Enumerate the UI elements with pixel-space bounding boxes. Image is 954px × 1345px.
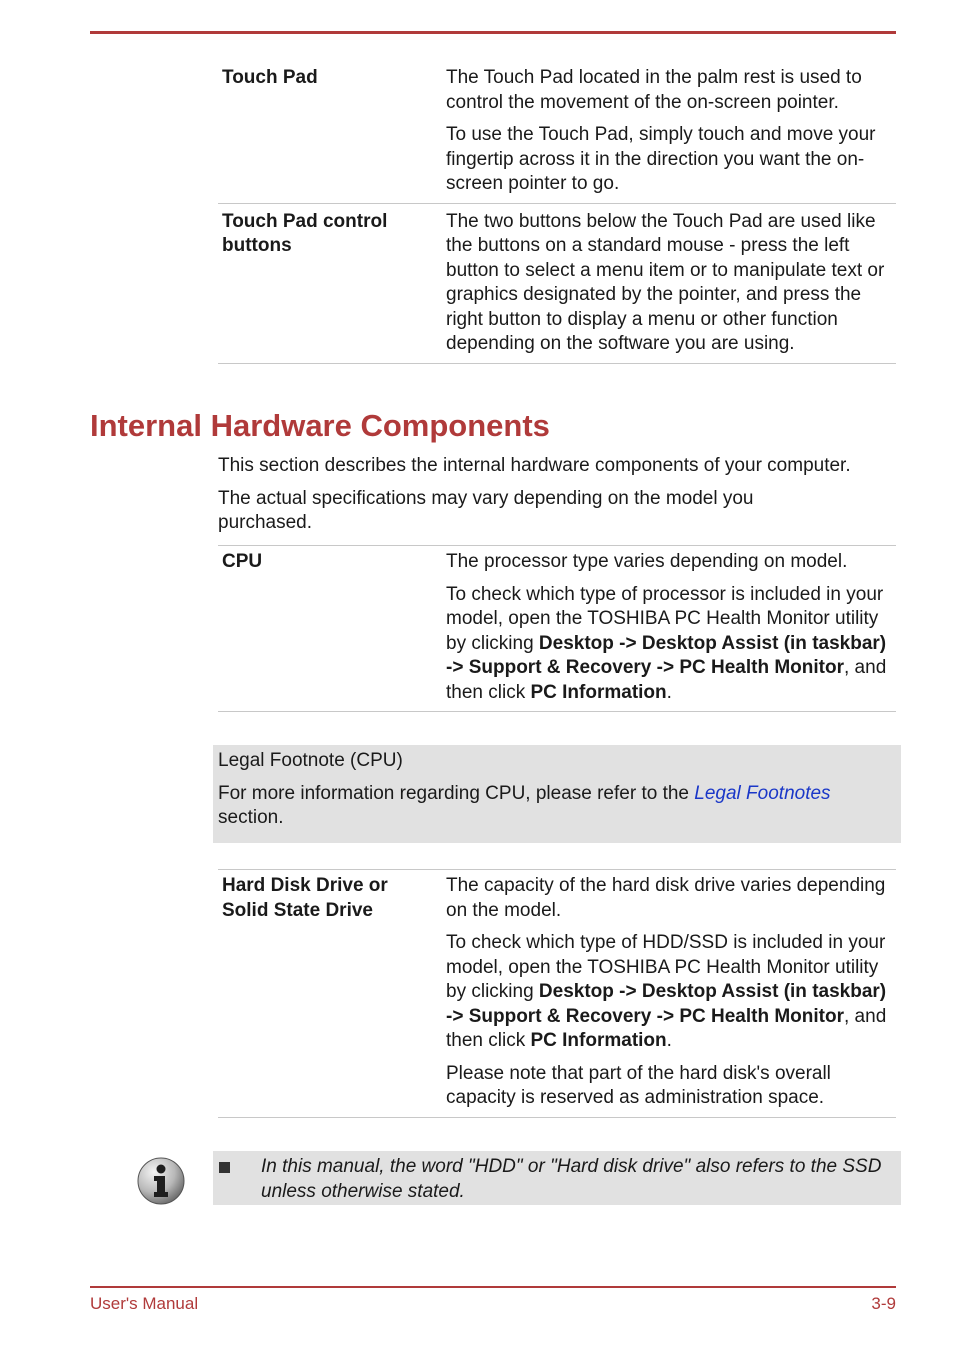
paragraph: The Touch Pad located in the palm rest is used to control the movement of the on-screen pointer. <box>446 67 862 113</box>
hdd-table <box>218 869 896 1118</box>
legal-footnote-box <box>213 745 901 843</box>
info-note-text: In this manual, the word "HDD" or "Hard disk drive" also refers to the SSD unless otherwise stated. <box>261 1156 882 1202</box>
paragraph: The two buttons below the Touch Pad are used like the buttons on a standard mouse - press the left button to select a menu item or to manipulate text or graphics designated by the pointer, and press the right button to display a menu or other function depending on the software you are using. <box>446 210 885 354</box>
page-number: 3-9 <box>871 1294 896 1313</box>
table-row <box>218 66 896 203</box>
text: , and then click <box>446 657 887 703</box>
table-row <box>218 869 896 1118</box>
paragraph <box>446 931 896 1054</box>
paragraph: To use the Touch Pad, simply touch and move your fingertip across it in the direction you want the on-screen pointer to go. <box>446 124 876 194</box>
footer-manual-title: User's Manual <box>90 1294 199 1313</box>
menu-target: PC Information <box>530 681 667 703</box>
term-hdd: Hard Disk Drive or Solid State Drive <box>222 875 388 921</box>
menu-path: Desktop -> Desktop Assist (in taskbar) -> Support & Recovery -> PC Health Monitor <box>446 632 887 678</box>
section-title: Internal Hardware Components <box>90 408 550 443</box>
note-title: Legal Footnote (CPU) <box>218 750 403 771</box>
text: section. <box>218 807 284 828</box>
description <box>442 550 896 705</box>
description <box>442 210 896 357</box>
paragraph: Please note that part of the hard disk's overall capacity is reserved as administration space. <box>446 1062 831 1108</box>
text: . <box>666 1030 672 1051</box>
legal-footnotes-link[interactable]: Legal Footnotes <box>694 782 831 804</box>
term-touch-pad: Touch Pad <box>222 67 318 88</box>
paragraph: The actual specifications may vary depending on the model you purchased. <box>218 487 754 533</box>
paragraph: The capacity of the hard disk drive varies depending on the model. <box>446 875 886 921</box>
table-row <box>218 203 896 364</box>
menu-path: Desktop -> Desktop Assist (in taskbar) -> Support & Recovery -> PC Health Monitor <box>446 981 887 1027</box>
text: . <box>666 681 672 703</box>
term-touch-pad-buttons: Touch Pad control buttons <box>222 210 388 256</box>
description <box>442 66 896 197</box>
paragraph: This section describes the internal hardware components of your computer. <box>218 455 851 476</box>
info-icon <box>136 1156 186 1206</box>
footer-rule <box>90 1286 896 1288</box>
term-cpu: CPU <box>222 551 263 572</box>
text: For more information regarding CPU, please refer to the <box>218 782 695 804</box>
paragraph: The processor type varies depending on model. <box>446 551 848 572</box>
text: , and then click <box>446 1005 887 1051</box>
text: To check which type of processor is included in your model, open the TOSHIBA PC Health Monitor utility by clicking <box>446 583 884 654</box>
info-note-box <box>213 1151 901 1205</box>
paragraph <box>218 782 901 831</box>
table-row <box>218 545 896 712</box>
bullet-square <box>219 1162 230 1173</box>
menu-target: PC Information <box>530 1030 667 1051</box>
touchpad-table <box>218 66 896 364</box>
cpu-table <box>218 545 896 712</box>
text: To check which type of HDD/SSD is included in your model, open the TOSHIBA PC Health Monitor utility by clicking <box>446 932 886 1002</box>
paragraph <box>446 583 896 706</box>
header-rule <box>90 31 896 34</box>
section-intro <box>218 454 908 536</box>
description <box>442 874 896 1111</box>
